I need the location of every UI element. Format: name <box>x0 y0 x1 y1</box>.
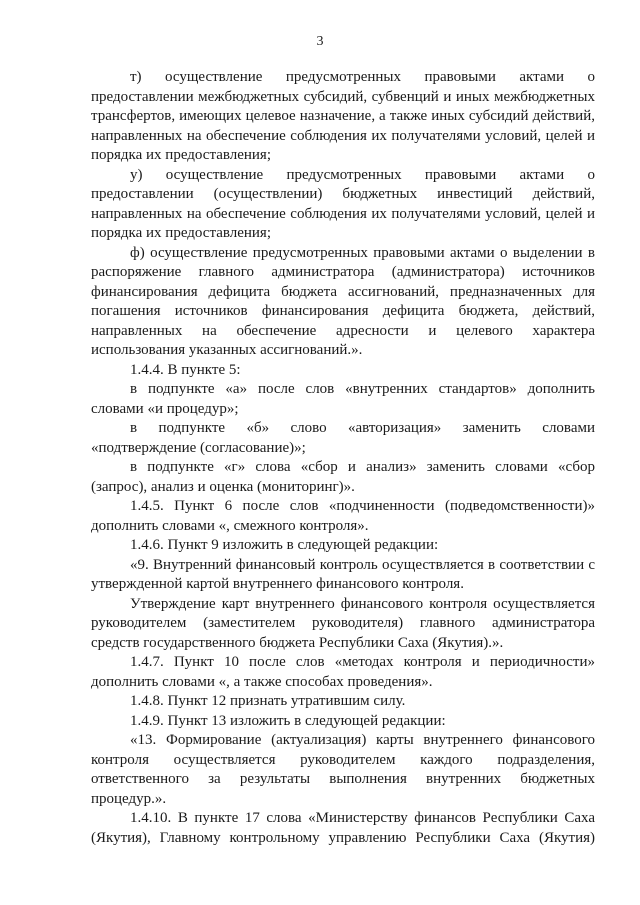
paragraph-subitem-t: т) осуществление предусмотренных правовыми актами о предоставлении межбюджетных субсидий, субвенций и иных межбюджетных трансфертов, имеющих целевое назначение, а также иных субсидий действий, направленных на обеспечение соблюдения их получателями условий, целей и порядка их предоставления; <box>91 69 595 163</box>
paragraph-point-9-approval: Утверждение карт внутреннего финансового контроля осуществляется руководителем (заместителем руководителя) главного администратора средств государственного бюджета Республики Саха (Якутия).». <box>91 595 595 651</box>
paragraph-1-4-9: 1.4.9. Пункт 13 изложить в следующей редакции: <box>130 712 446 729</box>
paragraph-subitem-a-change: в подпункте «а» после слов «внутренних стандартов» дополнить словами «и процедур»; <box>91 381 595 417</box>
paragraph-1-4-4: 1.4.4. В пункте 5: <box>130 361 241 378</box>
paragraph-1-4-8: 1.4.8. Пункт 12 признать утратившим силу. <box>130 693 406 709</box>
document-body <box>91 68 595 848</box>
paragraph-subitem-b-change: в подпункте «б» слово «авторизация» заменить словами «подтверждение (согласование)»; <box>91 420 595 456</box>
paragraph-1-4-6: 1.4.6. Пункт 9 изложить в следующей редакции: <box>130 537 439 553</box>
paragraph-1-4-5: 1.4.5. Пункт 6 после слов «подчиненности (подведомственности)» дополнить словами «, смежного контроля». <box>91 498 595 534</box>
paragraph-point-13-text: «13. Формирование (актуализация) карты внутреннего финансового контроля осуществляется руководителем каждого подразделения, ответственного за результаты выполнения внутренних бюджетных процедур.». <box>91 732 595 807</box>
paragraph-subitem-f: ф) осуществление предусмотренных правовыми актами о выделении в распоряжение главного администратора (администратора) источников финансирования дефицита бюджета ассигнований, предназначенных для погашения источников финансирования дефицита бюджета, действий, направленных на обеспечение адресности и целевого характера использования указанных ассигнований.». <box>91 244 595 358</box>
paragraph-point-9-text: «9. Внутренний финансовый контроль осуществляется в соответствии с утвержденной картой внутреннего финансового контроля. <box>91 556 595 592</box>
paragraph-1-4-10: 1.4.10. В пункте 17 слова «Министерству финансов Республики Саха (Якутия), Главному контрольному управлению Республики Саха (Якутия) <box>91 810 595 846</box>
paragraph-subitem-u: у) осуществление предусмотренных правовыми актами о предоставлении (осуществлении) бюджетных инвестиций действий, направленных на обеспечение соблюдения их получателями условий, целей и порядка их предоставления; <box>91 166 595 241</box>
paragraph-1-4-7: 1.4.7. Пункт 10 после слов «методах контроля и периодичности» дополнить словами «, а также способах проведения». <box>91 654 595 690</box>
page-number: 3 <box>316 34 324 49</box>
paragraph-subitem-g-change: в подпункте «г» слова «сбор и анализ» заменить словами «сбор (запрос), анализ и оценка (мониторинг)». <box>91 459 595 495</box>
